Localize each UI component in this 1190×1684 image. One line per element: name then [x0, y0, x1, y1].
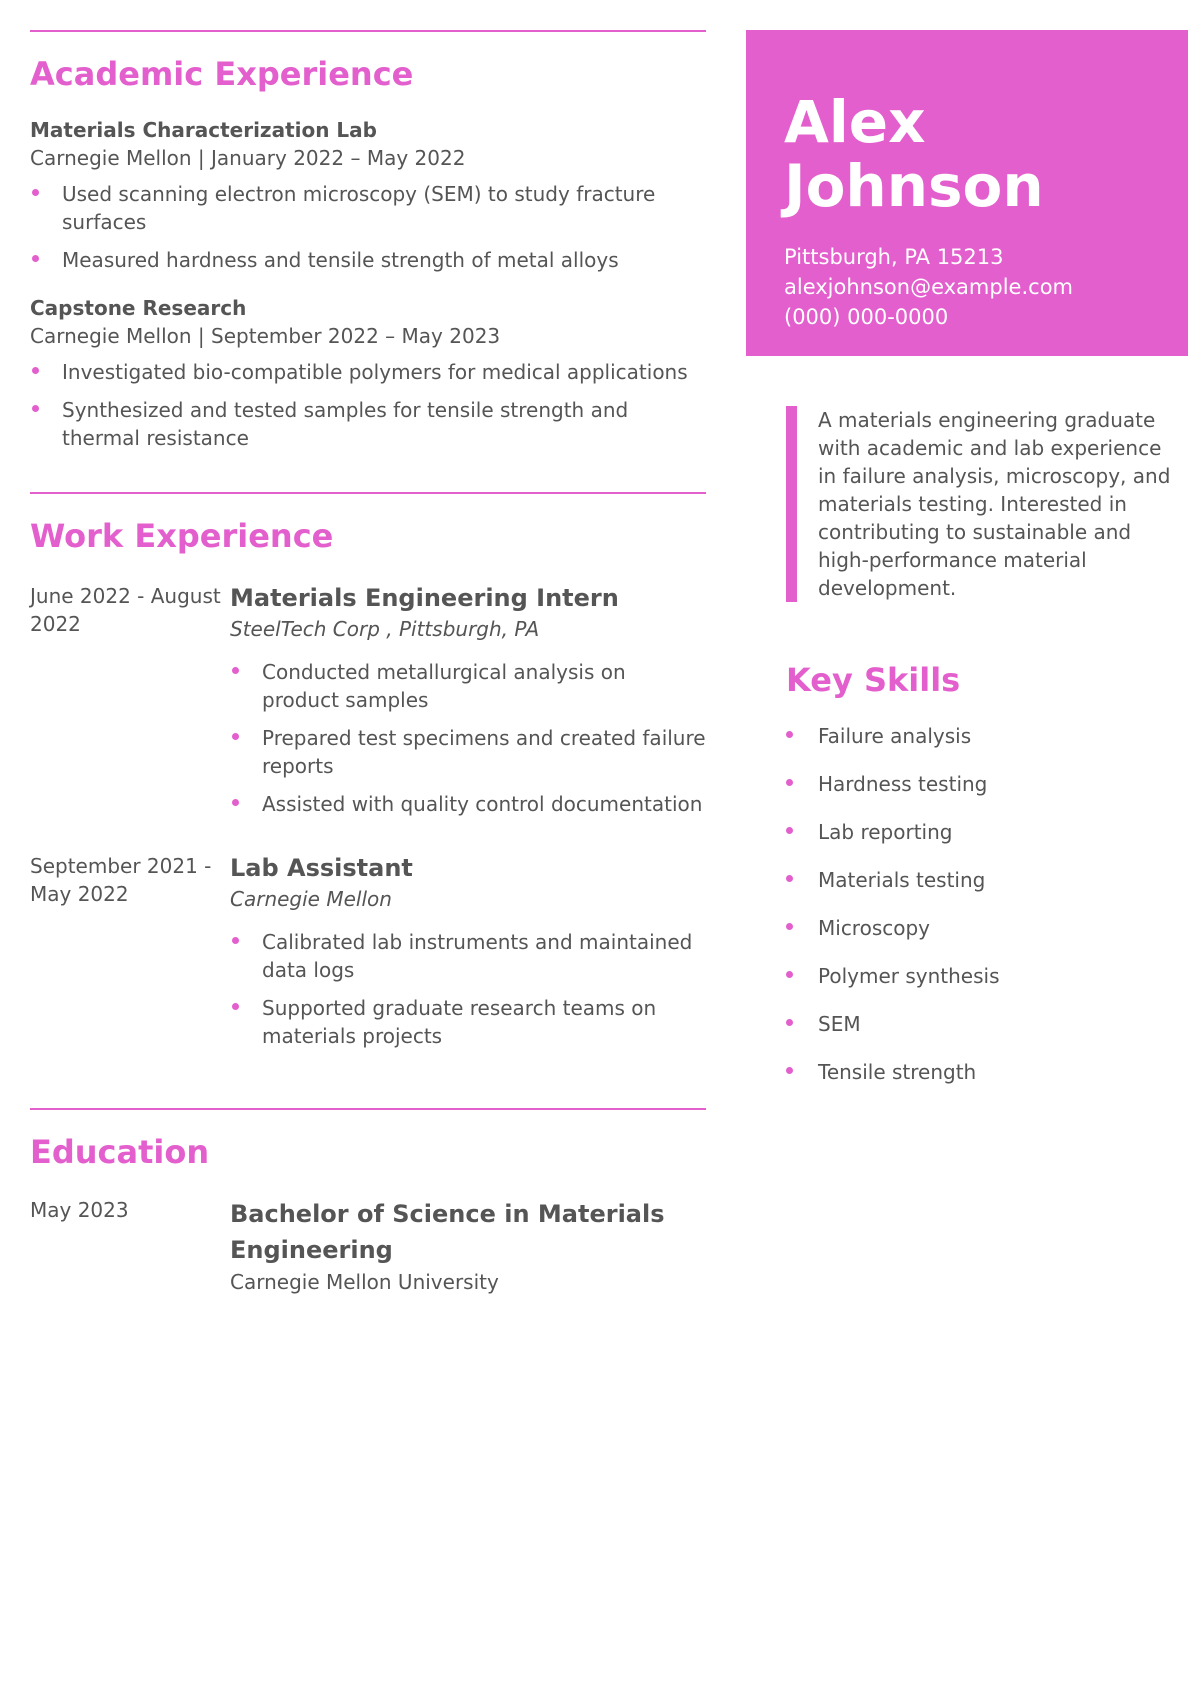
education-date: May 2023	[30, 1198, 129, 1222]
list-item: Synthesized and tested samples for tensile strength and thermal resistance	[30, 396, 706, 452]
skills-list	[786, 722, 1176, 1106]
skill-item: SEM	[786, 1010, 1176, 1038]
academic-item-title: Capstone Research	[30, 296, 247, 320]
email[interactable]: alexjohnson@example.com	[784, 275, 1073, 299]
academic-item-subtitle: Carnegie Mellon | September 2022 – May 2023	[30, 324, 501, 348]
job-dates: September 2021 - May 2022	[30, 854, 212, 906]
job-dates: June 2022 - August 2022	[30, 584, 221, 636]
bullet-list	[30, 180, 706, 274]
academic-item	[30, 116, 706, 274]
skill-item: Lab reporting	[786, 818, 1176, 846]
bullet-list	[230, 658, 706, 818]
list-item: Supported graduate research teams on materials projects	[230, 994, 706, 1050]
summary: A materials engineering graduate with academic and lab experience in failure analysis, microscopy, and materials testing. Interested in contributing to sustainable and high-performance material development.	[786, 406, 1176, 602]
skill-item: Hardness testing	[786, 770, 1176, 798]
skill-item: Materials testing	[786, 866, 1176, 894]
bullet-list	[30, 358, 706, 452]
list-item: Assisted with quality control documentation	[230, 790, 706, 818]
section-divider	[30, 1108, 706, 1110]
section-divider	[30, 492, 706, 494]
job-organization: Carnegie Mellon	[230, 887, 392, 911]
job-entry	[30, 852, 706, 1060]
education-entry	[30, 1196, 706, 1296]
name-header	[746, 30, 1188, 356]
academic-item-subtitle: Carnegie Mellon | January 2022 – May 2022	[30, 146, 466, 170]
contact-info	[784, 242, 1150, 332]
location: Pittsburgh, PA 15213	[784, 245, 1004, 269]
work-heading: Work Experience	[30, 517, 334, 555]
academic-item	[30, 294, 706, 452]
last-name: Johnson	[784, 152, 1044, 220]
skills-heading: Key Skills	[786, 661, 961, 699]
bullet-list	[230, 928, 706, 1050]
list-item: Measured hardness and tensile strength of metal alloys	[30, 246, 706, 274]
skill-item: Failure analysis	[786, 722, 1176, 750]
main-column	[30, 30, 706, 1296]
first-name: Alex	[784, 88, 926, 156]
job-title: Materials Engineering Intern	[230, 584, 619, 612]
list-item: Prepared test specimens and created failure reports	[230, 724, 706, 780]
academic-heading: Academic Experience	[30, 55, 414, 93]
list-item: Investigated bio-compatible polymers for medical applications	[30, 358, 706, 386]
skill-item: Tensile strength	[786, 1058, 1176, 1086]
list-item: Conducted metallurgical analysis on product samples	[230, 658, 706, 714]
list-item: Used scanning electron microscopy (SEM) to study fracture surfaces	[30, 180, 706, 236]
degree: Bachelor of Science in Materials Engineering	[230, 1200, 665, 1264]
job-organization: SteelTech Corp , Pittsburgh, PA	[230, 617, 540, 641]
job-entry	[30, 582, 706, 828]
section-divider	[30, 30, 706, 32]
skill-item: Polymer synthesis	[786, 962, 1176, 990]
phone[interactable]: (000) 000-0000	[784, 305, 949, 329]
skill-item: Microscopy	[786, 914, 1176, 942]
job-title: Lab Assistant	[230, 854, 413, 882]
school: Carnegie Mellon University	[230, 1270, 499, 1294]
academic-item-title: Materials Characterization Lab	[30, 118, 377, 142]
list-item: Calibrated lab instruments and maintained data logs	[230, 928, 706, 984]
education-heading: Education	[30, 1133, 210, 1171]
